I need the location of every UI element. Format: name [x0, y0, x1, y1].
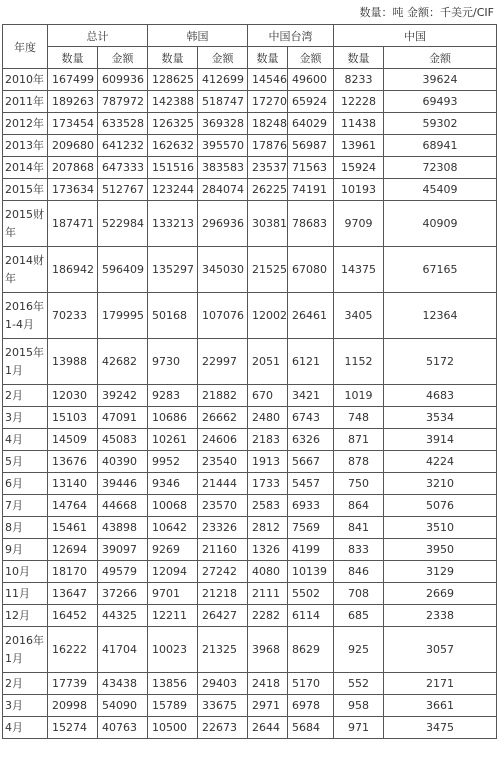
quantity-cell: 26225 [248, 179, 288, 201]
amount-cell: 39624 [384, 69, 497, 91]
amount-cell: 23326 [198, 517, 248, 539]
quantity-cell: 1326 [248, 539, 288, 561]
amount-cell: 3914 [384, 429, 497, 451]
quantity-cell: 10686 [148, 407, 198, 429]
quantity-cell: 878 [334, 451, 384, 473]
quantity-cell: 12211 [148, 605, 198, 627]
amount-cell: 296936 [198, 201, 248, 247]
amount-cell: 596409 [98, 247, 148, 293]
quantity-cell: 21525 [248, 247, 288, 293]
row-label: 4月 [3, 429, 48, 451]
trade-statistics-table [2, 24, 497, 739]
quantity-cell: 10261 [148, 429, 198, 451]
quantity-cell: 14509 [48, 429, 98, 451]
quantity-cell: 9952 [148, 451, 198, 473]
row-label: 6月 [3, 473, 48, 495]
quantity-cell: 12228 [334, 91, 384, 113]
sub-header-amount: 金额 [288, 47, 334, 69]
quantity-cell: 846 [334, 561, 384, 583]
quantity-cell: 18248 [248, 113, 288, 135]
quantity-cell: 50168 [148, 293, 198, 339]
sub-header-amount: 金额 [98, 47, 148, 69]
quantity-cell: 151516 [148, 157, 198, 179]
quantity-cell: 13647 [48, 583, 98, 605]
quantity-cell: 14375 [334, 247, 384, 293]
year-header: 年度 [3, 25, 48, 69]
group-header-total: 总计 [48, 25, 148, 47]
amount-cell: 44668 [98, 495, 148, 517]
quantity-cell: 17739 [48, 673, 98, 695]
amount-cell: 4199 [288, 539, 334, 561]
amount-cell: 59302 [384, 113, 497, 135]
sub-header-amount: 金额 [384, 47, 497, 69]
amount-cell: 26427 [198, 605, 248, 627]
quantity-cell: 833 [334, 539, 384, 561]
amount-cell: 71563 [288, 157, 334, 179]
quantity-cell: 23537 [248, 157, 288, 179]
quantity-cell: 17876 [248, 135, 288, 157]
quantity-cell: 123244 [148, 179, 198, 201]
amount-cell: 5076 [384, 495, 497, 517]
quantity-cell: 207868 [48, 157, 98, 179]
quantity-cell: 12094 [148, 561, 198, 583]
amount-cell: 39242 [98, 385, 148, 407]
amount-cell: 24606 [198, 429, 248, 451]
table-row [3, 407, 497, 429]
quantity-cell: 15461 [48, 517, 98, 539]
quantity-cell: 670 [248, 385, 288, 407]
amount-cell: 21882 [198, 385, 248, 407]
table-row [3, 113, 497, 135]
amount-cell: 54090 [98, 695, 148, 717]
amount-cell: 6121 [288, 339, 334, 385]
quantity-cell: 1152 [334, 339, 384, 385]
quantity-cell: 552 [334, 673, 384, 695]
row-label: 2015年1月 [3, 339, 48, 385]
amount-cell: 647333 [98, 157, 148, 179]
amount-cell: 67165 [384, 247, 497, 293]
table-row [3, 627, 497, 673]
amount-cell: 72308 [384, 157, 497, 179]
sub-header-quantity: 数量 [148, 47, 198, 69]
amount-cell: 5457 [288, 473, 334, 495]
quantity-cell: 15789 [148, 695, 198, 717]
row-label: 2016年1月 [3, 627, 48, 673]
amount-cell: 4224 [384, 451, 497, 473]
amount-cell: 68941 [384, 135, 497, 157]
amount-cell: 42682 [98, 339, 148, 385]
amount-cell: 27242 [198, 561, 248, 583]
group-header-korea: 韩国 [148, 25, 248, 47]
amount-cell: 3950 [384, 539, 497, 561]
amount-cell: 40909 [384, 201, 497, 247]
unit-note: 数量：吨 金额：千美元/CIF [359, 6, 494, 19]
amount-cell: 284074 [198, 179, 248, 201]
quantity-cell: 3405 [334, 293, 384, 339]
amount-cell: 383583 [198, 157, 248, 179]
amount-cell: 7569 [288, 517, 334, 539]
amount-cell: 609936 [98, 69, 148, 91]
quantity-cell: 9346 [148, 473, 198, 495]
quantity-cell: 748 [334, 407, 384, 429]
amount-cell: 22997 [198, 339, 248, 385]
row-label: 5月 [3, 451, 48, 473]
amount-cell: 45409 [384, 179, 497, 201]
amount-cell: 21444 [198, 473, 248, 495]
sub-header-quantity: 数量 [48, 47, 98, 69]
quantity-cell: 30381 [248, 201, 288, 247]
row-label: 2014年 [3, 157, 48, 179]
amount-cell: 69493 [384, 91, 497, 113]
quantity-cell: 173454 [48, 113, 98, 135]
table-row [3, 293, 497, 339]
quantity-cell: 13856 [148, 673, 198, 695]
amount-cell: 369328 [198, 113, 248, 135]
amount-cell: 39097 [98, 539, 148, 561]
quantity-cell: 2051 [248, 339, 288, 385]
quantity-cell: 12030 [48, 385, 98, 407]
quantity-cell: 17270 [248, 91, 288, 113]
row-label: 2015财年 [3, 201, 48, 247]
quantity-cell: 958 [334, 695, 384, 717]
quantity-cell: 9701 [148, 583, 198, 605]
amount-cell: 3210 [384, 473, 497, 495]
quantity-cell: 9269 [148, 539, 198, 561]
quantity-cell: 2644 [248, 717, 288, 739]
quantity-cell: 750 [334, 473, 384, 495]
quantity-cell: 11438 [334, 113, 384, 135]
amount-cell: 641232 [98, 135, 148, 157]
quantity-cell: 1019 [334, 385, 384, 407]
amount-cell: 3534 [384, 407, 497, 429]
quantity-cell: 708 [334, 583, 384, 605]
quantity-cell: 1913 [248, 451, 288, 473]
row-label: 2016年1-4月 [3, 293, 48, 339]
quantity-cell: 167499 [48, 69, 98, 91]
row-label: 11月 [3, 583, 48, 605]
quantity-cell: 142388 [148, 91, 198, 113]
group-header-china: 中国 [334, 25, 497, 47]
quantity-cell: 2971 [248, 695, 288, 717]
quantity-cell: 9709 [334, 201, 384, 247]
amount-cell: 3475 [384, 717, 497, 739]
amount-cell: 518747 [198, 91, 248, 113]
quantity-cell: 16222 [48, 627, 98, 673]
sub-header-quantity: 数量 [334, 47, 384, 69]
amount-cell: 64029 [288, 113, 334, 135]
amount-cell: 10139 [288, 561, 334, 583]
amount-cell: 5667 [288, 451, 334, 473]
amount-cell: 67080 [288, 247, 334, 293]
amount-cell: 3510 [384, 517, 497, 539]
quantity-cell: 70233 [48, 293, 98, 339]
amount-cell: 6326 [288, 429, 334, 451]
amount-cell: 6978 [288, 695, 334, 717]
quantity-cell: 2111 [248, 583, 288, 605]
amount-cell: 39446 [98, 473, 148, 495]
group-header-taiwan: 中国台湾 [248, 25, 334, 47]
row-label: 3月 [3, 407, 48, 429]
table-body [3, 69, 497, 739]
quantity-cell: 12002 [248, 293, 288, 339]
amount-cell: 23540 [198, 451, 248, 473]
amount-cell: 3661 [384, 695, 497, 717]
amount-cell: 43898 [98, 517, 148, 539]
quantity-cell: 10068 [148, 495, 198, 517]
quantity-cell: 2812 [248, 517, 288, 539]
amount-cell: 37266 [98, 583, 148, 605]
amount-cell: 6743 [288, 407, 334, 429]
quantity-cell: 187471 [48, 201, 98, 247]
amount-cell: 33675 [198, 695, 248, 717]
quantity-cell: 925 [334, 627, 384, 673]
amount-cell: 26461 [288, 293, 334, 339]
amount-cell: 5170 [288, 673, 334, 695]
row-label: 2011年 [3, 91, 48, 113]
amount-cell: 21160 [198, 539, 248, 561]
amount-cell: 43438 [98, 673, 148, 695]
row-label: 8月 [3, 517, 48, 539]
quantity-cell: 186942 [48, 247, 98, 293]
quantity-cell: 14764 [48, 495, 98, 517]
quantity-cell: 12694 [48, 539, 98, 561]
amount-cell: 5502 [288, 583, 334, 605]
row-label: 2013年 [3, 135, 48, 157]
table-row [3, 135, 497, 157]
quantity-cell: 128625 [148, 69, 198, 91]
quantity-cell: 135297 [148, 247, 198, 293]
table-row [3, 695, 497, 717]
amount-cell: 22673 [198, 717, 248, 739]
amount-cell: 522984 [98, 201, 148, 247]
amount-cell: 49600 [288, 69, 334, 91]
amount-cell: 633528 [98, 113, 148, 135]
amount-cell: 345030 [198, 247, 248, 293]
table-row [3, 583, 497, 605]
quantity-cell: 10193 [334, 179, 384, 201]
table-row [3, 495, 497, 517]
row-label: 10月 [3, 561, 48, 583]
quantity-cell: 10023 [148, 627, 198, 673]
amount-cell: 40390 [98, 451, 148, 473]
quantity-cell: 209680 [48, 135, 98, 157]
quantity-cell: 685 [334, 605, 384, 627]
table-row [3, 157, 497, 179]
amount-cell: 3421 [288, 385, 334, 407]
row-label: 2010年 [3, 69, 48, 91]
quantity-cell: 871 [334, 429, 384, 451]
quantity-cell: 13676 [48, 451, 98, 473]
quantity-cell: 10500 [148, 717, 198, 739]
amount-cell: 787972 [98, 91, 148, 113]
quantity-cell: 9730 [148, 339, 198, 385]
amount-cell: 65924 [288, 91, 334, 113]
amount-cell: 40763 [98, 717, 148, 739]
amount-cell: 45083 [98, 429, 148, 451]
table-row [3, 451, 497, 473]
table-row [3, 473, 497, 495]
quantity-cell: 864 [334, 495, 384, 517]
quantity-cell: 189263 [48, 91, 98, 113]
row-label: 9月 [3, 539, 48, 561]
quantity-cell: 2183 [248, 429, 288, 451]
quantity-cell: 15103 [48, 407, 98, 429]
row-label: 2014财年 [3, 247, 48, 293]
quantity-cell: 15924 [334, 157, 384, 179]
quantity-cell: 971 [334, 717, 384, 739]
quantity-cell: 13140 [48, 473, 98, 495]
row-label: 2015年 [3, 179, 48, 201]
amount-cell: 21218 [198, 583, 248, 605]
amount-cell: 8629 [288, 627, 334, 673]
amount-cell: 512767 [98, 179, 148, 201]
quantity-cell: 126325 [148, 113, 198, 135]
quantity-cell: 2583 [248, 495, 288, 517]
table-row [3, 201, 497, 247]
table-row [3, 561, 497, 583]
amount-cell: 5172 [384, 339, 497, 385]
amount-cell: 3057 [384, 627, 497, 673]
amount-cell: 107076 [198, 293, 248, 339]
amount-cell: 23570 [198, 495, 248, 517]
quantity-cell: 14546 [248, 69, 288, 91]
amount-cell: 56987 [288, 135, 334, 157]
quantity-cell: 173634 [48, 179, 98, 201]
table-row [3, 717, 497, 739]
amount-cell: 49579 [98, 561, 148, 583]
table-row [3, 179, 497, 201]
amount-cell: 2338 [384, 605, 497, 627]
table-row [3, 247, 497, 293]
amount-cell: 74191 [288, 179, 334, 201]
table-row [3, 517, 497, 539]
quantity-cell: 9283 [148, 385, 198, 407]
row-label: 2月 [3, 673, 48, 695]
table-row [3, 339, 497, 385]
quantity-cell: 20998 [48, 695, 98, 717]
amount-cell: 78683 [288, 201, 334, 247]
quantity-cell: 13988 [48, 339, 98, 385]
row-label: 12月 [3, 605, 48, 627]
amount-cell: 6933 [288, 495, 334, 517]
quantity-cell: 162632 [148, 135, 198, 157]
amount-cell: 26662 [198, 407, 248, 429]
quantity-cell: 2480 [248, 407, 288, 429]
sub-header-amount: 金额 [198, 47, 248, 69]
amount-cell: 2669 [384, 583, 497, 605]
quantity-cell: 13961 [334, 135, 384, 157]
amount-cell: 44325 [98, 605, 148, 627]
amount-cell: 12364 [384, 293, 497, 339]
quantity-cell: 4080 [248, 561, 288, 583]
quantity-cell: 15274 [48, 717, 98, 739]
amount-cell: 29403 [198, 673, 248, 695]
quantity-cell: 10642 [148, 517, 198, 539]
amount-cell: 179995 [98, 293, 148, 339]
row-label: 2012年 [3, 113, 48, 135]
table-row [3, 69, 497, 91]
row-label: 3月 [3, 695, 48, 717]
amount-cell: 5684 [288, 717, 334, 739]
quantity-cell: 841 [334, 517, 384, 539]
amount-cell: 41704 [98, 627, 148, 673]
amount-cell: 2171 [384, 673, 497, 695]
amount-cell: 47091 [98, 407, 148, 429]
table-row [3, 673, 497, 695]
table-row [3, 91, 497, 113]
row-label: 7月 [3, 495, 48, 517]
quantity-cell: 1733 [248, 473, 288, 495]
quantity-cell: 18170 [48, 561, 98, 583]
amount-cell: 3129 [384, 561, 497, 583]
quantity-cell: 2418 [248, 673, 288, 695]
amount-cell: 6114 [288, 605, 334, 627]
table-row [3, 539, 497, 561]
amount-cell: 395570 [198, 135, 248, 157]
quantity-cell: 8233 [334, 69, 384, 91]
table-row [3, 385, 497, 407]
table-row [3, 605, 497, 627]
sub-header-quantity: 数量 [248, 47, 288, 69]
amount-cell: 21325 [198, 627, 248, 673]
row-label: 2月 [3, 385, 48, 407]
amount-cell: 4683 [384, 385, 497, 407]
quantity-cell: 16452 [48, 605, 98, 627]
quantity-cell: 133213 [148, 201, 198, 247]
amount-cell: 412699 [198, 69, 248, 91]
row-label: 4月 [3, 717, 48, 739]
table-row [3, 429, 497, 451]
quantity-cell: 2282 [248, 605, 288, 627]
quantity-cell: 3968 [248, 627, 288, 673]
